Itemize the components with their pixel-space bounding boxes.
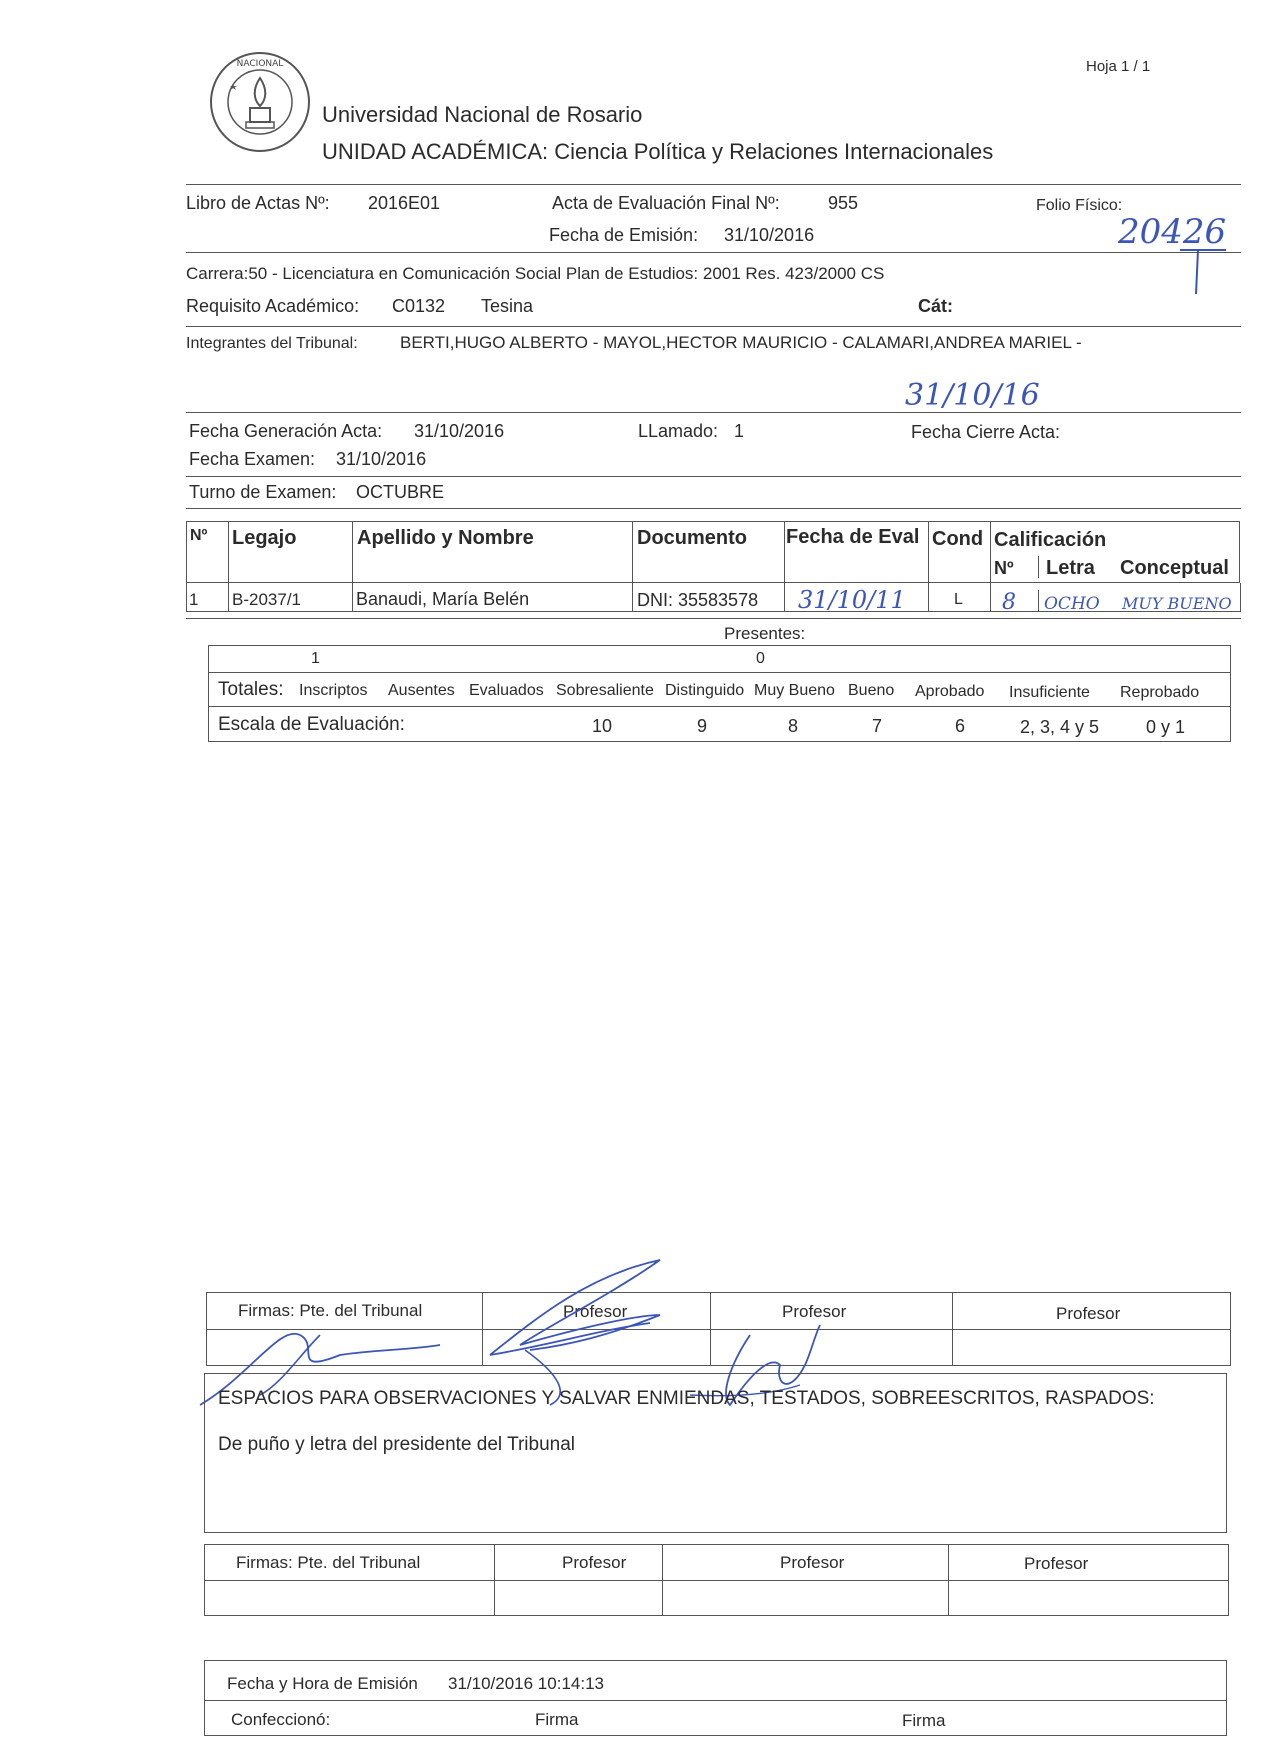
th-nombre: Apellido y Nombre: [357, 527, 534, 549]
col-reprobado: Reprobado: [1120, 684, 1200, 701]
row-cal-letra-handwritten: OCHO: [1044, 594, 1100, 614]
col-bueno: Bueno: [848, 682, 895, 699]
requisito-name: Tesina: [481, 296, 534, 316]
generacion-value: 31/10/2016: [414, 421, 505, 441]
footer-emision-label: Fecha y Hora de Emisión: [227, 1674, 418, 1693]
firmas2-pte: Firmas: Pte. del Tribunal: [236, 1553, 421, 1572]
observaciones-title: ESPACIOS PARA OBSERVACIONES Y SALVAR ENMIENDAS, TESTADOS, SOBREESCRITOS, RASPADOS:: [218, 1388, 1155, 1409]
observaciones-subtitle: De puño y letra del presidente del Tribunal: [218, 1434, 576, 1455]
academic-unit: UNIDAD ACADÉMICA: Ciencia Política y Relaciones Internacionales: [322, 139, 994, 164]
folio-handwritten: 20426: [1118, 212, 1227, 252]
page-indicator: Hoja 1 / 1: [1086, 58, 1151, 75]
firmas1-prof2: Profesor: [782, 1302, 847, 1321]
examen-value: 31/10/2016: [336, 449, 427, 469]
escala-aprobado: 6: [955, 716, 966, 736]
requisito-label: Requisito Académico:: [186, 296, 360, 316]
generacion-label: Fecha Generación Acta:: [189, 421, 383, 441]
escala-sobresaliente: 10: [592, 716, 613, 736]
firmas1-prof3: Profesor: [1056, 1304, 1121, 1323]
cat-label: Cát:: [918, 296, 953, 316]
total-ausentes: 0: [756, 650, 765, 667]
llamado-label: LLamado:: [638, 421, 719, 441]
footer-emision-value: 31/10/2016 10:14:13: [448, 1674, 604, 1693]
firmas1-pte: Firmas: Pte. del Tribunal: [238, 1301, 423, 1320]
row-cal-nro-handwritten: 8: [1002, 590, 1016, 615]
carrera: Carrera:50 - Licenciatura en Comunicación Social Plan de Estudios: 2001 Res. 423/2000 CS: [186, 264, 885, 283]
svg-text:NACIONAL: NACIONAL: [236, 59, 284, 69]
libro-label: Libro de Actas Nº:: [186, 193, 330, 213]
col-distinguido: Distinguido: [665, 682, 745, 699]
acta-value: 955: [828, 193, 859, 213]
escala-muy-bueno: 8: [788, 716, 799, 736]
row-fecha-handwritten: 31/10/11: [798, 586, 906, 614]
tribunal-value: BERTI,HUGO ALBERTO - MAYOL,HECTOR MAURICIO - CALAMARI,ANDREA MARIEL -: [400, 333, 1082, 352]
turno-value: OCTUBRE: [356, 482, 445, 502]
th-cal-letra: Letra: [1046, 557, 1095, 579]
requisito-code: C0132: [392, 296, 446, 316]
acta-label: Acta de Evaluación Final Nº:: [552, 193, 780, 213]
total-inscriptos: 1: [311, 650, 320, 667]
firmas1-prof1: Profesor: [563, 1302, 628, 1321]
col-insuficiente: Insuficiente: [1009, 684, 1090, 701]
firmas2-prof2: Profesor: [780, 1553, 845, 1572]
row-cal-conceptual-handwritten: MUY BUENO: [1122, 594, 1232, 613]
th-legajo: Legajo: [232, 527, 297, 549]
row-legajo: B-2037/1: [232, 590, 301, 609]
escala-reprobado: 0 y 1: [1146, 717, 1186, 737]
university-seal: [208, 50, 312, 154]
folio-underline-mark: [1176, 228, 1236, 298]
row-nro: 1: [189, 590, 199, 609]
llamado-value: 1: [734, 421, 745, 441]
row-nombre: Banaudi, María Belén: [356, 589, 530, 609]
footer-firma-2: Firma: [902, 1711, 946, 1730]
th-documento: Documento: [637, 527, 747, 549]
examen-label: Fecha Examen:: [189, 449, 316, 469]
col-inscriptos: Inscriptos: [299, 682, 368, 699]
col-sobresaliente: Sobresaliente: [556, 682, 654, 699]
row-cond: L: [954, 591, 963, 608]
col-aprobado: Aprobado: [915, 683, 985, 700]
emision-label: Fecha de Emisión:: [549, 225, 699, 245]
th-calificacion: Calificación: [994, 529, 1107, 551]
escala-distinguido: 9: [697, 716, 708, 736]
th-cal-conceptual: Conceptual: [1120, 557, 1229, 579]
folio-label: Folio Físico:: [1036, 197, 1123, 214]
totales-label: Totales:: [218, 679, 284, 700]
libro-value: 2016E01: [368, 193, 441, 213]
footer-box: [204, 1660, 1227, 1736]
th-cal-nro: Nº: [994, 558, 1014, 578]
escala-insuficiente: 2, 3, 4 y 5: [1020, 717, 1100, 737]
footer-firma-1: Firma: [535, 1710, 579, 1729]
th-cond: Cond: [932, 528, 984, 550]
th-fecha: Fecha de Eval: [786, 526, 920, 548]
presentes-label: Presentes:: [724, 624, 806, 643]
th-nro: Nº: [190, 527, 208, 544]
firmas2-prof1: Profesor: [562, 1553, 627, 1572]
col-muy-bueno: Muy Bueno: [754, 682, 835, 699]
firmas2-prof3: Profesor: [1024, 1554, 1089, 1573]
col-ausentes: Ausentes: [388, 682, 455, 699]
tribunal-label: Integrantes del Tribunal:: [186, 335, 358, 352]
cierre-label: Fecha Cierre Acta:: [911, 422, 1061, 442]
emision-value: 31/10/2016: [724, 225, 815, 245]
escala-bueno: 7: [872, 716, 883, 736]
row-documento: DNI: 35583578: [637, 590, 759, 610]
escala-label: Escala de Evaluación:: [218, 714, 405, 735]
turno-label: Turno de Examen:: [189, 482, 337, 502]
university-name: Universidad Nacional de Rosario: [322, 102, 643, 127]
cierre-handwritten: 31/10/16: [905, 378, 1040, 413]
col-evaluados: Evaluados: [469, 682, 544, 699]
footer-confecciono: Confeccionó:: [231, 1710, 331, 1729]
